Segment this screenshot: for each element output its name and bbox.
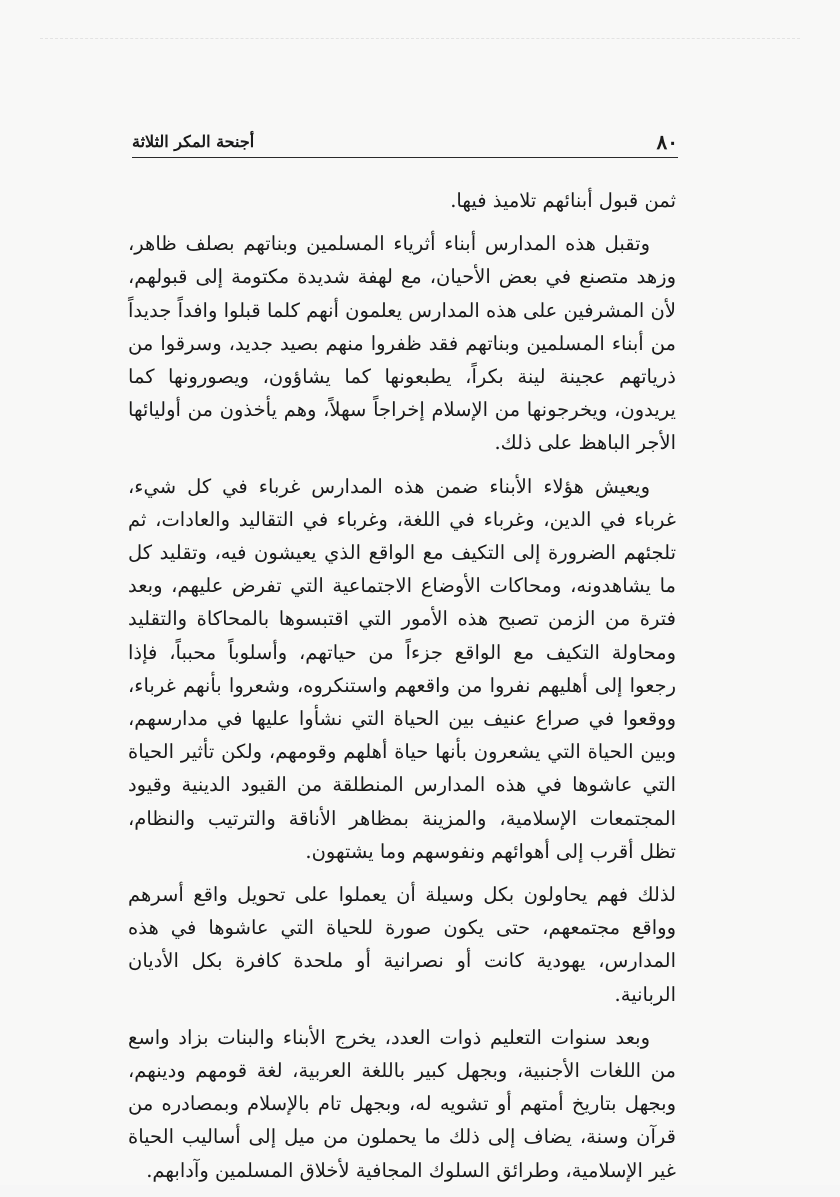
paragraph: وتقبل هذه المدارس أبناء أثرياء المسلمين وبناتهم بصلف ظاهر، وزهد متصنع في بعض الأحيان، مع لهفة شديدة مكتومة إلى قبولهم، لأن المشرفين على هذه المدارس يعلمون أنهم كلما قبلوا وافداً جديداً من أبناء المسلمين وبناتهم فقد ظفروا منهم بصيد جديد، وسرقوا من ذرياتهم عجينة لينة بكراً، يطبعونها كما يشاؤون، ويصورونها كما يريدون، ويخرجونها من الإسلام إخراجاً سهلاً، وهم يأخذون من أوليائها الأجر الباهظ على ذلك. [128, 232, 676, 455]
running-header [132, 124, 678, 158]
scan-edge-line [40, 38, 800, 39]
paragraph: لذلك فهم يحاولون بكل وسيلة أن يعملوا على تحويل واقع أسرهم وواقع مجتمعهم، حتى يكون صورة للحياة التي عاشوها في هذه المدارس، يهودية كانت أو نصرانية أو ملحدة كافرة بكل الأديان الربانية. [128, 883, 676, 1006]
header-rule [132, 157, 678, 158]
paragraph-continuation: ثمن قبول أبنائهم تلاميذ فيها. [450, 189, 676, 212]
paragraph: ويعيش هؤلاء الأبناء ضمن هذه المدارس غرباء في كل شيء، غرباء في الدين، وغرباء في اللغة، وغرباء في التقاليد والعادات، ثم تلجئهم الضرورة إلى التكيف مع الواقع الذي يعيشون فيه، وتقليد كل ما يشاهدونه، ومحاكات الأوضاع الاجتماعية التي تفرض عليهم، وبعد فترة من الزمن تصبح هذه الأمور التي اقتبسوها بالمحاكاة والتقليد ومحاولة التكيف مع الواقع جزءاً من حياتهم، وأسلوباً محبباً، فإذا رجعوا إلى أهليهم نفروا من واقعهم واستنكروه، وشعروا بأنهم غرباء، ووقعوا في صراع عنيف بين الحياة التي نشأوا عليها في مدارسهم، وبين الحياة التي يشعرون بأنها حياة أهلهم وقومهم، ولكن تأثير الحياة التي عاشوها في هذه المدارس المنطلقة من القيود الدينية وقيود المجتمعات الإسلامية، والمزينة بمظاهر الأناقة والترتيب والنظام، تظل أقرب إلى أهوائهم ونفوسهم وما يشتهون. [128, 474, 676, 863]
page-number: ٨٠ [656, 130, 678, 154]
paragraph: وبعد سنوات التعليم ذوات العدد، يخرج الأبناء والبنات بزاد واسع من اللغات الأجنبية، وبجهل كبير باللغة العربية، لغة قومهم ودينهم، وبجهل بتاريخ أمتهم أو تشويه له، وبجهل تام بالإسلام وبمصادره من قرآن وسنة، يضاف إلى ذلك ما يحملون من ميل إلى أساليب الحياة غير الإسلامية، وطرائق السلوك المجافية لأخلاق المسلمين وآدابهم. [128, 1025, 676, 1182]
body-text [128, 184, 676, 1197]
book-title: أجنحة المكر الثلاثة [132, 132, 255, 151]
